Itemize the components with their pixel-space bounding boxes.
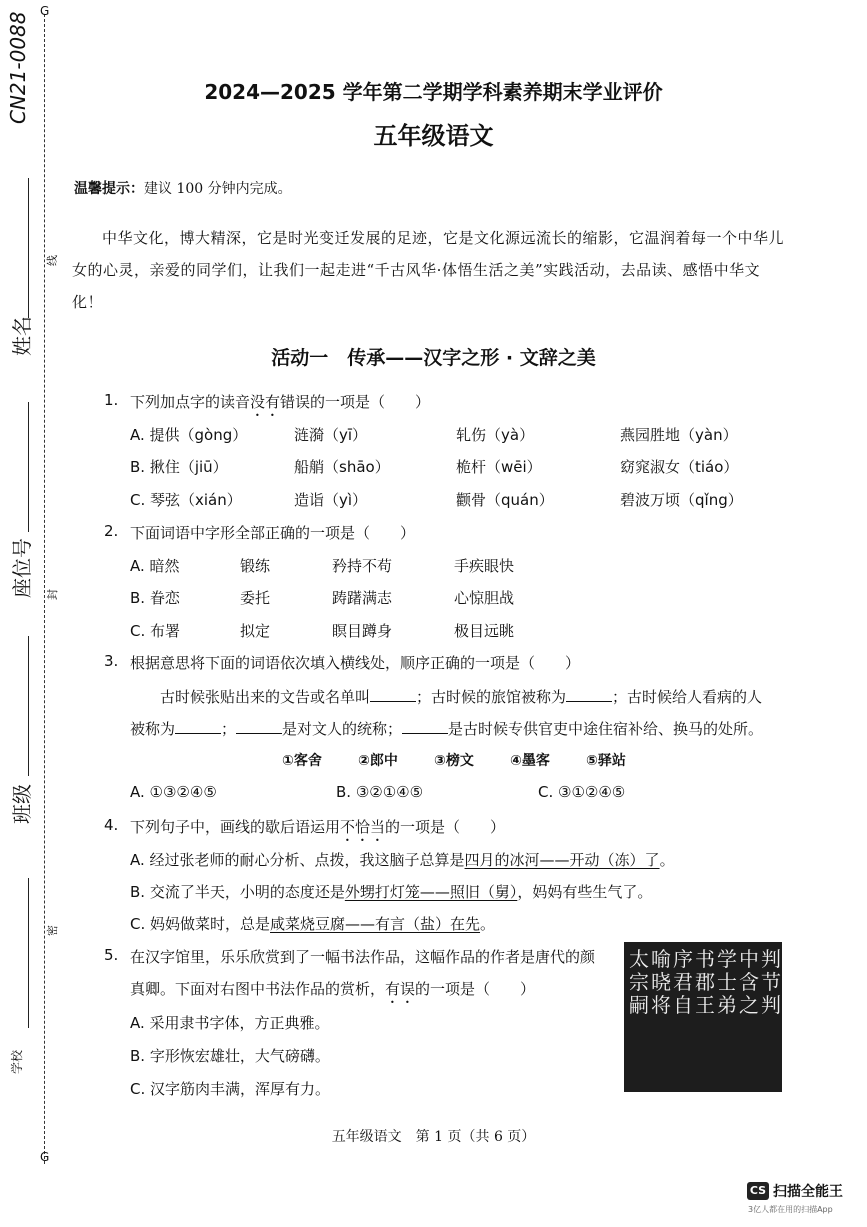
- q2-a-3: 矜持不苟: [332, 557, 393, 575]
- q1-b-3: 桅杆（wēi）: [456, 458, 542, 476]
- q4-option-c[interactable]: C. 妈妈做菜时，总是咸菜烧豆腐——有言（盐）在先。: [130, 915, 496, 933]
- name-label: 姓名: [10, 316, 34, 356]
- exam-title: 2024—2025 学年第二学期学科素养期末学业评价: [204, 80, 663, 104]
- class-label: 班级: [10, 784, 34, 824]
- q1-c-3: 颧骨（quán）: [456, 491, 554, 509]
- exam-code: CN21-0088: [6, 11, 30, 124]
- q2-c-4: 极目远眺: [454, 622, 515, 640]
- q3-word-2: ②郎中: [358, 753, 398, 769]
- scanner-logo: [747, 1180, 847, 1220]
- scanner-badge-icon: CS: [747, 1182, 769, 1200]
- q3-line1: 古时候张贴出来的文告或名单叫 ；古时候的旅馆被称为 ；古时候给人看病的人: [160, 688, 763, 706]
- q1-stem: 下列加点字的读音没有错误的一项是（ ）: [130, 393, 431, 411]
- q5-stem-line1: 在汉字馆里，乐乐欣赏到了一幅书法作品，这幅作品的作者是唐代的颜: [130, 948, 596, 966]
- q4-number: 4.: [104, 816, 119, 834]
- scanner-name: 扫描全能王: [773, 1184, 843, 1200]
- q2-c-1[interactable]: C. 布署: [130, 622, 181, 640]
- q2-a-2: 锻练: [240, 557, 271, 575]
- tip-label: 温馨提示：: [74, 181, 144, 197]
- name-field-line[interactable]: [28, 178, 29, 318]
- calligraphy-col-2: 喻 晓 将: [651, 947, 671, 1017]
- margin-seal-char: 封: [46, 589, 59, 600]
- q2-c-2: 拟定: [240, 622, 271, 640]
- q2-c-3: 瞑目蹲身: [332, 622, 393, 640]
- q4-a-underlined: 四月的冰河——开动（冻）了: [464, 851, 660, 869]
- tip: [74, 178, 292, 198]
- q1-a-1[interactable]: A. 提供（gòng）: [130, 426, 248, 444]
- q2-number: 2.: [104, 522, 119, 540]
- seat-label: 座位号: [10, 538, 34, 598]
- q5-option-a[interactable]: A. 采用隶书字体，方正典雅。: [130, 1014, 330, 1032]
- q2-a-1[interactable]: A. 暗然: [130, 557, 180, 575]
- q3-stem: 根据意思将下面的词语依次填入横线处，顺序正确的一项是（ ）: [130, 654, 581, 672]
- q2-b-4: 心惊胆战: [454, 589, 515, 607]
- q3-blank-4[interactable]: [236, 719, 282, 734]
- q3-word-4: ④墨客: [510, 753, 550, 769]
- q3-blank-2[interactable]: [566, 687, 612, 702]
- q1-c-1[interactable]: C. 琴弦（xián）: [130, 491, 242, 509]
- q1-stem-emphasis: 没有: [250, 393, 281, 411]
- exam-subject: 五年级语文: [373, 122, 494, 150]
- q1-number: 1.: [104, 391, 119, 409]
- q1-a-2: 涟漪（yī）: [294, 426, 368, 444]
- calligraphy-image: [624, 942, 782, 1092]
- margin-g-bottom: G: [40, 1150, 50, 1164]
- q3-option-a[interactable]: A. ①③②④⑤: [130, 783, 217, 801]
- margin-g-top: G: [40, 4, 50, 18]
- school-label: 学校: [10, 1049, 24, 1074]
- q3-blank-5[interactable]: [402, 719, 448, 734]
- page-footer: 五年级语文 第 1 页（共 6 页）: [331, 1129, 536, 1145]
- q3-option-b[interactable]: B. ③②①④⑤: [336, 783, 424, 801]
- q3-word-3: ③榜文: [434, 753, 474, 769]
- q3-blank-1[interactable]: [370, 687, 416, 702]
- q3-blank-3[interactable]: [175, 719, 221, 734]
- class-field-line[interactable]: [28, 636, 29, 776]
- margin-line-char: 线: [46, 255, 59, 266]
- q5-option-b[interactable]: B. 字形恢宏雄壮，大气磅礴。: [130, 1047, 330, 1065]
- q3-word-5: ⑤驿站: [586, 753, 626, 769]
- q2-a-4: 手疾眼快: [454, 557, 515, 575]
- q5-stem-line2: 真卿。下面对右图中书法作品的赏析，有误的一项是（ ）: [130, 980, 536, 998]
- intro-paragraph: 中华文化，博大精深，它是时光变迁发展的足迹，它是文化源远流长的缩影，它温润着每一个中华儿女的心灵，亲爱的同学们，让我们一起走进“千古风华·体悟生活之美”实践活动，去品读、感悟中华文化！: [72, 229, 785, 311]
- q3-word-1: ①客舍: [282, 753, 322, 769]
- activity-title: 活动一 传承——汉字之形 · 文辞之美: [271, 347, 596, 369]
- q5-stem-emphasis: 有误: [385, 980, 416, 998]
- calligraphy-col-5: 学 士 弟: [717, 947, 737, 1017]
- q1-b-4: 窈窕淑女（tiáo）: [620, 458, 739, 476]
- q3-number: 3.: [104, 652, 119, 670]
- calligraphy-col-6: 中 含 之: [739, 947, 759, 1017]
- seat-field-line[interactable]: [28, 402, 29, 532]
- q4-stem-emphasis: 不恰当: [340, 818, 386, 836]
- q2-stem: 下面词语中字形全部正确的一项是（ ）: [130, 524, 416, 542]
- q4-option-b[interactable]: B. 交流了半天，小明的态度还是外甥打灯笼——照旧（舅），妈妈有些生气了。: [130, 883, 653, 901]
- q4-b-underlined: 外甥打灯笼——照旧（舅）: [344, 883, 518, 901]
- school-field-line[interactable]: [28, 878, 29, 1028]
- q4-option-a[interactable]: A. 经过张老师的耐心分析、点拨，我这脑子总算是四月的冰河——开动（冻）了。: [130, 851, 675, 869]
- q2-b-3: 踌躇满志: [332, 589, 393, 607]
- q4-c-underlined: 咸菜烧豆腐——有言（盐）在先: [270, 915, 481, 933]
- q1-b-2: 船艄（shāo）: [294, 458, 390, 476]
- q1-a-4: 燕园胜地（yàn）: [620, 426, 738, 444]
- q4-stem: 下列句子中，画线的歇后语运用不恰当的一项是（ ）: [130, 818, 506, 836]
- margin-dense-char: 密: [46, 925, 59, 936]
- q1-b-1[interactable]: B. 揪住（jiū）: [130, 458, 228, 476]
- q3-line2: 被称为 ； 是对文人的统称； 是古时候专供官吏中途住宿补给、换马的处所。: [130, 720, 764, 738]
- calligraphy-col-7: 判 节 判: [761, 947, 781, 1017]
- tip-text: 建议 100 分钟内完成。: [144, 181, 292, 197]
- calligraphy-col-3: 序 君 自: [673, 947, 693, 1017]
- q1-a-3: 轧伤（yà）: [456, 426, 535, 444]
- calligraphy-col-1: 太 宗 嗣: [629, 947, 649, 1017]
- q2-b-2: 委托: [240, 589, 271, 607]
- scanner-slogan: 3亿人都在用的扫描App: [748, 1205, 833, 1214]
- q1-c-4: 碧波万顷（qǐng）: [620, 491, 743, 509]
- calligraphy-col-4: 书 郡 王: [695, 947, 715, 1017]
- q1-c-2: 造诣（yì）: [294, 491, 368, 509]
- q2-b-1[interactable]: B. 眷恋: [130, 589, 180, 607]
- q3-option-c[interactable]: C. ③①②④⑤: [538, 783, 626, 801]
- q5-number: 5.: [104, 946, 119, 964]
- q5-option-c[interactable]: C. 汉字筋肉丰满，浑厚有力。: [130, 1080, 331, 1098]
